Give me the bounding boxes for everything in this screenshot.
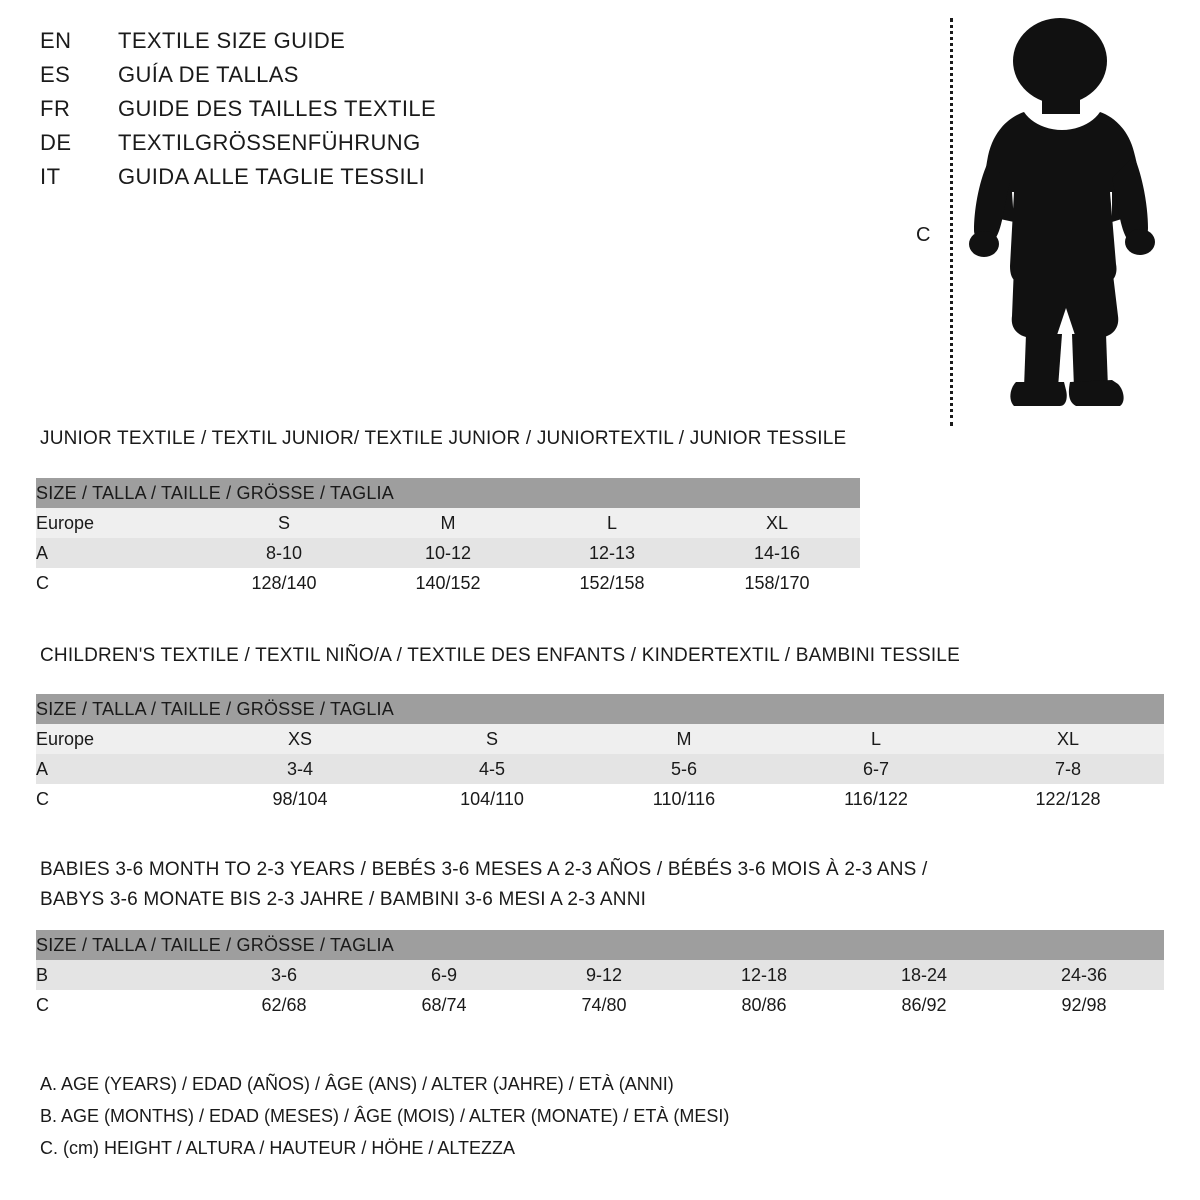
table-row [36, 724, 1164, 754]
child-silhouette-icon [952, 16, 1172, 426]
language-row-de [40, 130, 860, 164]
cell-value: 9-12 [524, 960, 684, 990]
language-row-fr [40, 96, 860, 130]
cell-value: 104/110 [396, 784, 588, 814]
footnote-list [40, 1068, 940, 1164]
language-title: GUIDA ALLE TAGLIE TESSILI [118, 164, 426, 189]
cell-value: 116/122 [780, 784, 972, 814]
footnote-b: B. AGE (MONTHS) / EDAD (MESES) / ÂGE (MOIS) / ALTER (MONATE) / ETÀ (MESI) [40, 1106, 730, 1126]
cell-value: 7-8 [972, 754, 1164, 784]
height-measure-label: C [916, 224, 931, 246]
cell-value: L [530, 508, 694, 538]
children-size-table [36, 694, 1164, 814]
cell-value: 5-6 [588, 754, 780, 784]
band-label: SIZE / TALLA / TAILLE / GRÖSSE / TAGLIA [36, 930, 1164, 960]
cell-value: 3-4 [204, 754, 396, 784]
section-heading-babies-line1: BABIES 3-6 MONTH TO 2-3 YEARS / BEBÉS 3-6 MESES A 2-3 AÑOS / BÉBÉS 3-6 MOIS À 2-3 ANS / [40, 859, 928, 880]
language-title: TEXTILE SIZE GUIDE [118, 28, 346, 53]
table-row [36, 568, 860, 598]
row-label: B [36, 960, 204, 990]
cell-value: 92/98 [1004, 990, 1164, 1020]
language-row-es [40, 62, 860, 96]
language-title-list [40, 28, 860, 198]
section-heading-babies [40, 855, 928, 915]
table-row [36, 990, 1164, 1020]
table-band-row [36, 478, 860, 508]
row-label: A [36, 754, 204, 784]
language-title: GUIDE DES TAILLES TEXTILE [118, 96, 437, 121]
cell-value: 10-12 [366, 538, 530, 568]
language-title: GUÍA DE TALLAS [118, 62, 299, 87]
cell-value: 62/68 [204, 990, 364, 1020]
row-label: C [36, 784, 204, 814]
cell-value: 68/74 [364, 990, 524, 1020]
cell-value: L [780, 724, 972, 754]
row-label: A [36, 538, 202, 568]
cell-value: S [396, 724, 588, 754]
cell-value: 12-13 [530, 538, 694, 568]
cell-value: 18-24 [844, 960, 1004, 990]
table-row [36, 538, 860, 568]
section-heading-babies-line2: BABYS 3-6 MONATE BIS 2-3 JAHRE / BAMBINI 3-6 MESI A 2-3 ANNI [40, 889, 647, 910]
row-label: Europe [36, 724, 204, 754]
cell-value: 110/116 [588, 784, 780, 814]
table-row [36, 508, 860, 538]
cell-value: 6-9 [364, 960, 524, 990]
language-title: TEXTILGRÖSSENFÜHRUNG [118, 130, 421, 155]
cell-value: 24-36 [1004, 960, 1164, 990]
language-code: DE [40, 130, 72, 155]
cell-value: 128/140 [202, 568, 366, 598]
cell-value: 122/128 [972, 784, 1164, 814]
cell-value: 158/170 [694, 568, 860, 598]
band-label: SIZE / TALLA / TAILLE / GRÖSSE / TAGLIA [36, 694, 1164, 724]
cell-value: 14-16 [694, 538, 860, 568]
section-heading-children: CHILDREN'S TEXTILE / TEXTIL NIÑO/A / TEXTILE DES ENFANTS / KINDERTEXTIL / BAMBINI TESSILE [40, 645, 960, 666]
row-label: C [36, 990, 204, 1020]
cell-value: M [588, 724, 780, 754]
language-row-it [40, 164, 860, 198]
junior-size-table [36, 478, 860, 598]
cell-value: 98/104 [204, 784, 396, 814]
table-band-row [36, 694, 1164, 724]
footnote-c: C. (cm) HEIGHT / ALTURA / HAUTEUR / HÖHE / ALTEZZA [40, 1138, 516, 1158]
language-code: FR [40, 96, 71, 121]
cell-value: XL [972, 724, 1164, 754]
cell-value: 12-18 [684, 960, 844, 990]
cell-value: 3-6 [204, 960, 364, 990]
cell-value: 86/92 [844, 990, 1004, 1020]
section-heading-junior: JUNIOR TEXTILE / TEXTIL JUNIOR/ TEXTILE JUNIOR / JUNIORTEXTIL / JUNIOR TESSILE [40, 428, 847, 449]
table-row [36, 960, 1164, 990]
cell-value: 6-7 [780, 754, 972, 784]
cell-value: M [366, 508, 530, 538]
row-label: Europe [36, 508, 202, 538]
row-label: C [36, 568, 202, 598]
cell-value: S [202, 508, 366, 538]
cell-value: 140/152 [366, 568, 530, 598]
language-row-en [40, 28, 860, 62]
language-code: ES [40, 62, 71, 87]
cell-value: 8-10 [202, 538, 366, 568]
cell-value: XL [694, 508, 860, 538]
table-row [36, 784, 1164, 814]
band-label: SIZE / TALLA / TAILLE / GRÖSSE / TAGLIA [36, 478, 860, 508]
language-code: EN [40, 28, 72, 53]
cell-value: 152/158 [530, 568, 694, 598]
table-band-row [36, 930, 1164, 960]
cell-value: XS [204, 724, 396, 754]
height-measurement-figure [890, 10, 1180, 430]
table-row [36, 754, 1164, 784]
cell-value: 4-5 [396, 754, 588, 784]
language-code: IT [40, 164, 61, 189]
footnote-a: A. AGE (YEARS) / EDAD (AÑOS) / ÂGE (ANS) / ALTER (JAHRE) / ETÀ (ANNI) [40, 1074, 674, 1094]
cell-value: 74/80 [524, 990, 684, 1020]
babies-size-table [36, 930, 1164, 1020]
cell-value: 80/86 [684, 990, 844, 1020]
